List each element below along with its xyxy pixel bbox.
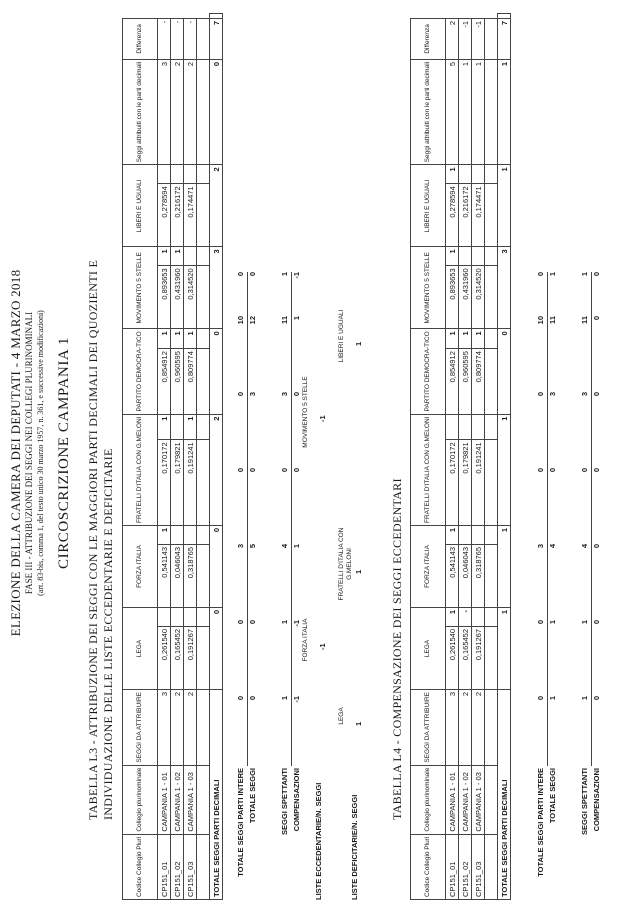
table-l4-title: TABELLA L4 - COMPENSAZIONE DEI SEGGI ECCEDENTARI (390, 478, 404, 820)
cell-differenza: - (184, 18, 197, 59)
cell-empty (197, 414, 210, 440)
rule-line (247, 272, 248, 766)
table-row (171, 13, 184, 899)
cell-empty (485, 329, 498, 349)
cell-quotient: 0,191267 (472, 626, 485, 689)
totale-decimali-value: 0 (210, 59, 223, 164)
totale-seggi-value: 0 (548, 468, 557, 473)
col-header-seggi-decimali: Seggi attribuiti con le parti decimali (123, 59, 158, 164)
seggi-spettanti-value: 11 (280, 316, 289, 324)
doc-subtitle: FASE III - ATTRIBUZIONE DEI SEGGI NEI COLLEGI PLURINOMINALI (24, 311, 34, 595)
compensazioni-value: 1 (292, 316, 301, 321)
compensazioni-value: 0 (292, 468, 301, 473)
col-header-differenza: Differenza (411, 18, 446, 59)
cell-seat-flag: 1 (446, 165, 459, 184)
cell-code: CP151_02 (171, 834, 184, 899)
cell-empty (197, 626, 210, 689)
cell-empty (197, 349, 210, 414)
cell-quotient: 0,191267 (184, 626, 197, 689)
cell-empty (197, 59, 210, 164)
cell-quotient: 0,216172 (171, 184, 184, 247)
col-header-party: LEGA (411, 607, 446, 689)
compensazioni-value: 0 (592, 620, 601, 625)
cell-quotient: 0,960595 (171, 349, 184, 414)
cell-quotient: 0,046043 (459, 544, 472, 607)
cell-quotient: 0,165452 (459, 626, 472, 689)
cell-empty (485, 414, 498, 440)
table-row (158, 13, 171, 899)
totale-decimali-value: 1 (498, 414, 511, 525)
totale-seggi-value: 1 (548, 696, 557, 701)
totale-seggi-value: 0 (248, 696, 257, 701)
totale-decimali-value: 1 (498, 607, 511, 689)
seggi-spettanti-value: 11 (580, 316, 589, 324)
cell-quotient: 0,854912 (446, 349, 459, 414)
cell-empty (197, 607, 210, 626)
cell-seggi-decimali: 2 (171, 59, 184, 164)
compensazioni-value: 0 (592, 544, 601, 549)
cell-differenza: 2 (446, 18, 459, 59)
cell-code: CP151_01 (158, 834, 171, 899)
seggi-spettanti-value: 1 (280, 620, 289, 625)
totale-seggi-value: 5 (248, 544, 257, 549)
totale-decimali-row (498, 13, 511, 899)
compensazioni-value: -1 (292, 620, 301, 627)
cell-quotient: 0,046043 (171, 544, 184, 607)
cell-quotient: 0,174471 (184, 184, 197, 247)
cell-seat-flag: 1 (158, 247, 171, 266)
cell-seat-flag (184, 607, 197, 626)
cell-quotient: 0,278594 (446, 184, 459, 247)
cell-seat-flag (158, 607, 171, 626)
cell-empty (485, 525, 498, 544)
totale-intere-value: 0 (536, 696, 545, 701)
cell-seggi-decimali: 1 (472, 59, 485, 164)
totale-decimali-value: 3 (498, 247, 511, 329)
cell-empty (197, 689, 210, 765)
cell-seat-flag: 1 (158, 414, 171, 440)
cell-seat-flag: - (459, 607, 472, 626)
seggi-spettanti-value: 3 (580, 392, 589, 397)
table-row (459, 13, 472, 899)
eccedentarie-count: -1 (318, 643, 327, 650)
cell-seggi-decimali: 5 (446, 59, 459, 164)
empty-row (197, 13, 210, 899)
cell-seat-flag (171, 165, 184, 184)
compensazioni-value: -1 (292, 696, 301, 703)
cell-quotient: 0,261540 (446, 626, 459, 689)
cell-quotient: 0,216172 (459, 184, 472, 247)
seggi-spettanti-value: 1 (580, 620, 589, 625)
cell-collegio: CAMPANIA 1 - 01 (446, 765, 459, 834)
seggi-spettanti-value: 0 (580, 468, 589, 473)
compensazioni-value: 1 (292, 544, 301, 549)
compensazioni-value: 0 (592, 392, 601, 397)
col-header-party: FORZA ITALIA (123, 525, 158, 607)
cell-code: CP151_03 (472, 834, 485, 899)
table-row (446, 13, 459, 899)
col-header-seggi: SEGGI DA ATTRIBUIRE (411, 689, 446, 765)
cell-differenza: - (158, 18, 171, 59)
col-header-party: FRATELLI D'ITALIA CON G.MELONI (411, 414, 446, 525)
col-header-party: PARTITO DEMOCRA-TICO (411, 329, 446, 414)
cell-empty (197, 18, 210, 59)
col-header-party: LIBERI E UGUALI (123, 165, 158, 247)
cell-differenza: -1 (472, 18, 485, 59)
totale-seggi-value: 1 (548, 620, 557, 625)
cell-empty (485, 834, 498, 899)
cell-seggi-decimali: 1 (459, 59, 472, 164)
cell-empty (485, 184, 498, 247)
cell-seat-flag (472, 414, 485, 440)
cell-quotient: 0,809774 (472, 349, 485, 414)
totale-decimali-value: 2 (210, 165, 223, 247)
totale-seggi-value: 0 (248, 468, 257, 473)
cell-seat-flag: 1 (158, 329, 171, 349)
cell-seat-flag (158, 165, 171, 184)
cell-empty (485, 626, 498, 689)
cell-collegio: CAMPANIA 1 - 01 (158, 765, 171, 834)
totale-intere-label: TOTALE SEGGI PARTI INTERE (536, 768, 545, 877)
cell-seggi: 2 (171, 689, 184, 765)
totale-decimali-value: 0 (210, 329, 223, 414)
cell-empty (197, 834, 210, 899)
cell-quotient: 0,170172 (446, 440, 459, 526)
cell-seat-flag (171, 525, 184, 544)
cell-seat-flag (459, 414, 472, 440)
cell-seggi-decimali: 2 (184, 59, 197, 164)
col-header-party: MOVIMENTO 5 STELLE (123, 247, 158, 329)
seggi-spettanti-value: 0 (280, 468, 289, 473)
cell-empty (197, 440, 210, 526)
deficitarie-count: 1 (354, 721, 363, 726)
totale-intere-value: 0 (236, 468, 245, 473)
compensazioni-value: 0 (592, 468, 601, 473)
totale-intere-value: 0 (236, 696, 245, 701)
cell-quotient: 0,261540 (158, 626, 171, 689)
totale-decimali-value: 2 (210, 414, 223, 525)
cell-empty (498, 13, 511, 18)
cell-quotient: 0,960595 (459, 349, 472, 414)
compensazioni-value: 0 (592, 316, 601, 321)
col-header-party: MOVIMENTO 5 STELLE (411, 247, 446, 329)
cell-empty (197, 165, 210, 184)
cell-seat-flag: 1 (171, 329, 184, 349)
circoscrizione-title: CIRCOSCRIZIONE CAMPANIA 1 (56, 337, 72, 569)
table-l3 (122, 13, 223, 900)
cell-empty (485, 266, 498, 329)
deficitarie-party: LEGA (338, 707, 345, 725)
cell-quotient: 0,179821 (459, 440, 472, 526)
cell-seat-flag (184, 247, 197, 266)
cell-quotient: 0,191241 (472, 440, 485, 526)
cell-quotient: 0,318765 (184, 544, 197, 607)
col-header-codice: Codice Collegio Pluri (123, 834, 158, 899)
cell-seat-flag: 1 (446, 247, 459, 266)
cell-quotient: 0,809774 (184, 349, 197, 414)
cell-seggi: 2 (472, 689, 485, 765)
cell-seat-flag (171, 414, 184, 440)
rule-line (591, 272, 592, 766)
col-header-party: PARTITO DEMOCRA-TICO (123, 329, 158, 414)
cell-seat-flag (459, 525, 472, 544)
cell-empty (197, 266, 210, 329)
totale-intere-value: 0 (536, 272, 545, 277)
col-header-seggi-decimali: Seggi attribuiti con le parti decimali (411, 59, 446, 164)
compensazioni-value: 0 (592, 272, 601, 277)
totale-seggi-value: 4 (548, 544, 557, 549)
doc-title: ELEZIONE DELLA CAMERA DEI DEPUTATI - 4 MARZO 2018 (8, 269, 23, 637)
totale-seggi-value: 3 (548, 392, 557, 397)
rule-line (291, 272, 292, 766)
cell-differenza: - (171, 18, 184, 59)
empty-row (485, 13, 498, 899)
cell-quotient: 0,318765 (472, 544, 485, 607)
totale-intere-value: 0 (536, 392, 545, 397)
cell-seggi: 3 (158, 689, 171, 765)
cell-seat-flag: 1 (459, 329, 472, 349)
seggi-spettanti-value: 1 (580, 272, 589, 277)
cell-empty (197, 525, 210, 544)
totale-decimali-label: TOTALE SEGGI PARTI DECIMALI (210, 689, 223, 899)
totale-decimali-value: 0 (498, 329, 511, 414)
compensazioni-label: COMPENSAZIONI (292, 768, 301, 832)
totale-decimali-value: 1 (498, 59, 511, 164)
cell-code: CP151_02 (459, 834, 472, 899)
cell-differenza: -1 (459, 18, 472, 59)
cell-quotient: 0,165452 (171, 626, 184, 689)
totale-seggi-value: 3 (248, 392, 257, 397)
totale-decimali-label: TOTALE SEGGI PARTI DECIMALI (498, 689, 511, 899)
cell-empty (485, 607, 498, 626)
cell-empty (485, 765, 498, 834)
cell-empty (197, 329, 210, 349)
totale-seggi-label: TOTALE SEGGI (248, 768, 257, 824)
cell-seggi: 2 (184, 689, 197, 765)
totale-intere-value: 10 (536, 316, 545, 325)
totale-decimali-value: 0 (210, 607, 223, 689)
totale-decimali-row (210, 13, 223, 899)
cell-code: CP151_01 (446, 834, 459, 899)
seggi-spettanti-label: SEGGI SPETTANTI (580, 768, 589, 835)
rule-line (547, 272, 548, 766)
cell-seggi: 3 (446, 689, 459, 765)
cell-seat-flag (459, 247, 472, 266)
seggi-spettanti-label: SEGGI SPETTANTI (280, 768, 289, 835)
cell-empty (197, 184, 210, 247)
cell-seat-flag: 1 (158, 525, 171, 544)
cell-quotient: 0,170172 (158, 440, 171, 526)
totale-intere-value: 10 (236, 316, 245, 325)
cell-quotient: 0,174471 (472, 184, 485, 247)
cell-empty (485, 18, 498, 59)
totale-intere-value: 0 (536, 620, 545, 625)
col-header-collegio: Collegio plurinominale (411, 765, 446, 834)
seggi-spettanti-value: 1 (280, 272, 289, 277)
cell-empty (197, 765, 210, 834)
totale-intere-label: TOTALE SEGGI PARTI INTERE (236, 768, 245, 877)
totale-seggi-value: 0 (248, 620, 257, 625)
cell-empty (485, 165, 498, 184)
col-header-party: FRATELLI D'ITALIA CON G.MELONI (123, 414, 158, 525)
cell-quotient: 0,179821 (171, 440, 184, 526)
totale-seggi-value: 12 (248, 316, 257, 325)
totale-seggi-label: TOTALE SEGGI (548, 768, 557, 824)
cell-seat-flag: 1 (184, 414, 197, 440)
cell-seat-flag (184, 165, 197, 184)
totale-intere-value: 3 (536, 544, 545, 549)
totale-decimali-value: 3 (210, 247, 223, 329)
cell-empty (485, 59, 498, 164)
totale-decimali-value: 1 (498, 165, 511, 247)
deficitarie-party: LIBERI E UGUALI (338, 309, 345, 363)
cell-quotient: 0,893653 (446, 266, 459, 329)
cell-code: CP151_03 (184, 834, 197, 899)
deficitarie-party: FRATELLI D'ITALIA CON G.MELONI (338, 527, 353, 601)
eccedentarie-party: FORZA ITALIA (302, 618, 309, 662)
table-row (184, 13, 197, 899)
deficitarie-count: 1 (354, 569, 363, 574)
cell-collegio: CAMPANIA 1 - 02 (459, 765, 472, 834)
totale-decimali-value: 0 (210, 525, 223, 607)
col-header-codice: Codice Collegio Pluri (411, 834, 446, 899)
totale-decimali-value: 7 (210, 18, 223, 59)
totale-intere-value: 0 (536, 468, 545, 473)
cell-empty (485, 440, 498, 526)
cell-seat-flag: 1 (184, 329, 197, 349)
col-header-party: FORZA ITALIA (411, 525, 446, 607)
deficitarie-label: LISTE DEFICITARIE/N. SEGGI (350, 794, 359, 900)
totale-decimali-value: 1 (498, 525, 511, 607)
cell-quotient: 0,314520 (472, 266, 485, 329)
cell-quotient: 0,278594 (158, 184, 171, 247)
cell-empty (485, 247, 498, 266)
totale-intere-value: 0 (236, 620, 245, 625)
cell-seat-flag (472, 525, 485, 544)
cell-seat-flag: 1 (446, 525, 459, 544)
eccedentarie-count: -1 (318, 415, 327, 422)
seggi-spettanti-value: 1 (580, 696, 589, 701)
cell-quotient: 0,541143 (158, 544, 171, 607)
cell-collegio: CAMPANIA 1 - 02 (171, 765, 184, 834)
cell-seat-flag: 1 (171, 247, 184, 266)
cell-empty (485, 689, 498, 765)
table-row (472, 13, 485, 899)
cell-empty (197, 247, 210, 266)
seggi-spettanti-value: 3 (280, 392, 289, 397)
cell-seggi-decimali: 3 (158, 59, 171, 164)
eccedentarie-label: LISTE ECCEDENTARIE/N. SEGGI (314, 782, 323, 900)
cell-collegio: CAMPANIA 1 - 03 (184, 765, 197, 834)
cell-empty (197, 544, 210, 607)
cell-collegio: CAMPANIA 1 - 03 (472, 765, 485, 834)
compensazioni-label: COMPENSAZIONI (592, 768, 601, 832)
cell-quotient: 0,431960 (459, 266, 472, 329)
table-l3-title: TABELLA L3 - ATTRIBUZIONE DEI SEGGI CON LE MAGGIORI PARTI DECIMALI DEI QUOZIENTI E INDIVIDUAZIONE DELLE LISTE ECCEDENTARIE E DEFICITARIE (86, 259, 115, 820)
seggi-spettanti-value: 1 (280, 696, 289, 701)
deficitarie-count: 1 (354, 341, 363, 346)
col-header-party: LIBERI E UGUALI (411, 165, 446, 247)
cell-quotient: 0,893653 (158, 266, 171, 329)
eccedentarie-party: MOVIMENTO 5 STELLE (302, 376, 309, 448)
law-reference: (art. 83-bis, comma 1, del testo unico 30 marzo 1957, n. 361, e successive modificazioni) (36, 310, 45, 596)
cell-empty (210, 13, 223, 18)
totale-intere-value: 0 (236, 272, 245, 277)
cell-quotient: 0,541143 (446, 544, 459, 607)
cell-seat-flag (446, 414, 459, 440)
cell-seat-flag (472, 247, 485, 266)
totale-intere-value: 3 (236, 544, 245, 549)
cell-seat-flag: 1 (472, 329, 485, 349)
totale-decimali-value: 7 (498, 18, 511, 59)
totale-seggi-value: 1 (548, 272, 557, 277)
col-header-party: LEGA (123, 607, 158, 689)
col-header-differenza: Differenza (123, 18, 158, 59)
cell-seat-flag (472, 165, 485, 184)
totale-seggi-value: 0 (248, 272, 257, 277)
table-l4 (410, 13, 511, 900)
cell-quotient: 0,191241 (184, 440, 197, 526)
cell-quotient: 0,431960 (171, 266, 184, 329)
col-header-seggi: SEGGI DA ATTRIBUIRE (123, 689, 158, 765)
cell-seat-flag (171, 607, 184, 626)
compensazioni-value: -1 (292, 272, 301, 279)
cell-empty (485, 544, 498, 607)
cell-quotient: 0,854912 (158, 349, 171, 414)
cell-seggi: 2 (459, 689, 472, 765)
totale-intere-value: 0 (236, 392, 245, 397)
cell-seat-flag (472, 607, 485, 626)
cell-seat-flag: 1 (446, 607, 459, 626)
seggi-spettanti-value: 4 (280, 544, 289, 549)
col-header-collegio: Collegio plurinominale (123, 765, 158, 834)
cell-quotient: 0,314520 (184, 266, 197, 329)
totale-seggi-value: 11 (548, 316, 557, 324)
compensazioni-value: 0 (292, 392, 301, 397)
seggi-spettanti-value: 4 (580, 544, 589, 549)
cell-empty (485, 349, 498, 414)
cell-seat-flag (184, 525, 197, 544)
compensazioni-value: 0 (592, 696, 601, 701)
cell-seat-flag: 1 (446, 329, 459, 349)
cell-seat-flag (459, 165, 472, 184)
